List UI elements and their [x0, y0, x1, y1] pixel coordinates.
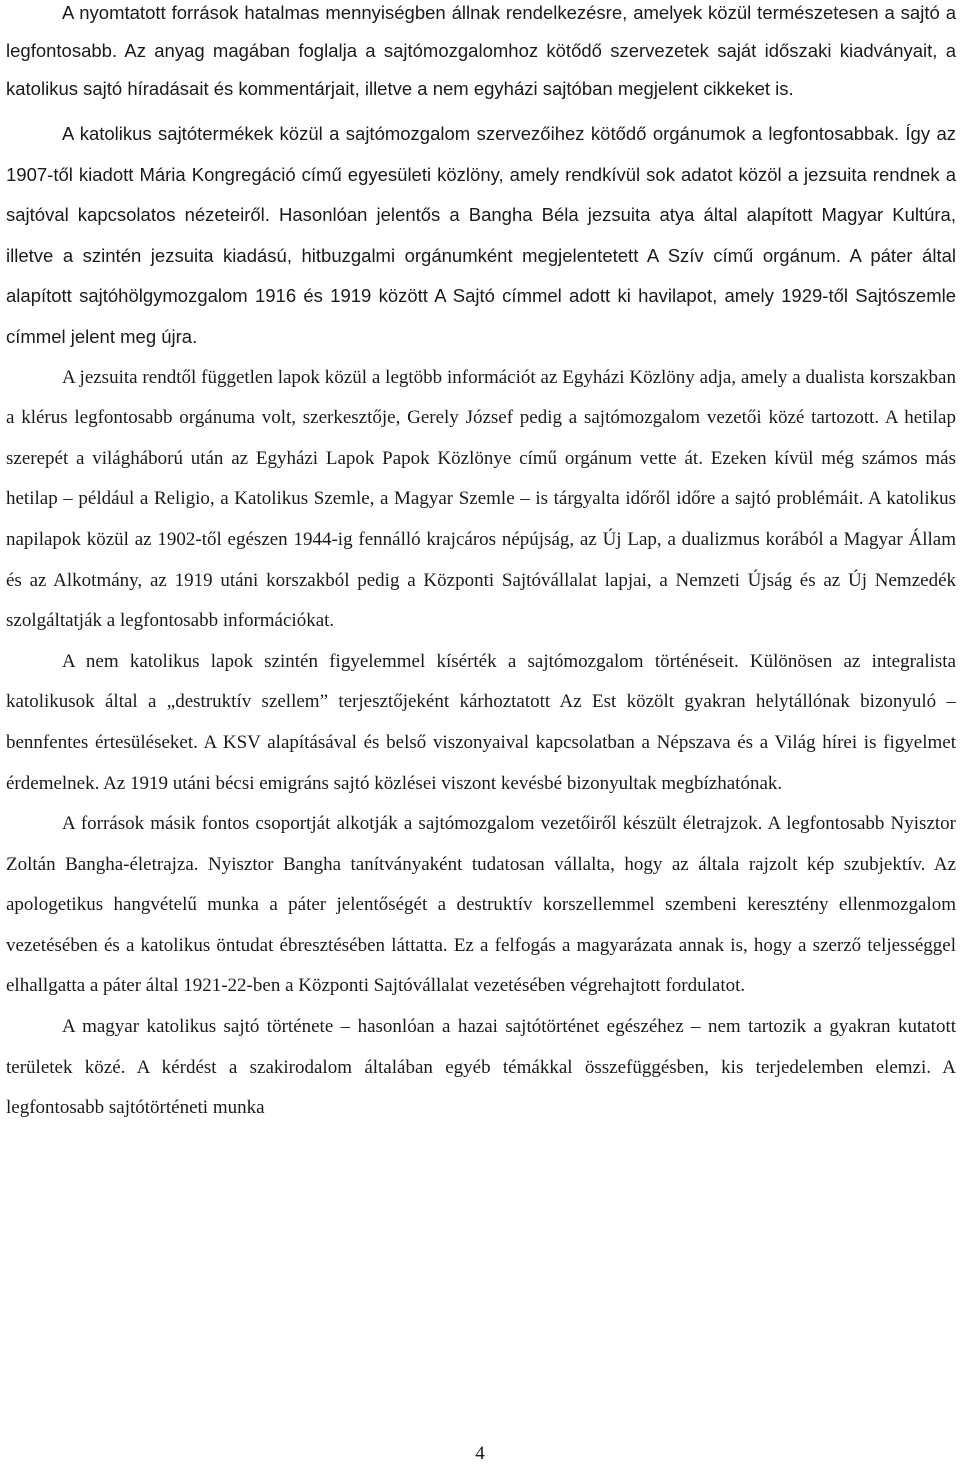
paragraph-3: A jezsuita rendtől független lapok közül a legtöbb információt az Egyházi Közlöny adja, amely a dualista korszakban a klérus legfontosabb orgánuma volt, szerkesztője, Gerely József pedig a sajtómozgalom vezetői közé tartozott. A hetilap szerepét a világháború után az Egyházi Lapok Papok Közlönye című orgánum vette át. Ezeken kívül még számos más hetilap – például a Religio, a Katolikus Szemle, a Magyar Szemle – is tárgyalta időről időre a sajtó problémáit. A katolikus napilapok közül az 1902-től egészen 1944-ig fennálló krajcáros népújság, az Új Lap, a dualizmus korából a Magyar Állam és az Alkotmány, az 1919 utáni korszakból pedig a Központi Sajtóvállalat lapjai, a Nemzeti Újság és az Új Nemzedék szolgáltatják a legfontosabb információkat.	[6, 366, 956, 632]
paragraph-1: A nyomtatott források hatalmas mennyiségben állnak rendelkezésre, amelyek közül természetesen a sajtó a legfontosabb. Az anyag magában foglalja a sajtómozgalomhoz kötődő szervezetek saját időszaki kiadványait, a katolikus sajtó híradásait és kommentárjait, illetve a nem egyházi sajtóban megjelent cikkeket is.	[6, 2, 956, 99]
document-page	[6, 0, 956, 1129]
paragraph-5: A források másik fontos csoportját alkotják a sajtómozgalom vezetőiről készült életrajzok. A legfontosabb Nyisztor Zoltán Bangha-életrajza. Nyisztor Bangha tanítványaként tudatosan vállalta, hogy az általa rajzolt kép szubjektív. Az apologetikus hangvételű munka a páter jelentőségét a destruktív korszellemmel szembeni keresztény ellenmozgalom vezetésében és a katolikus öntudat ébresztésében láttatta. Ez a felfogás a magyarázata annak is, hogy a szerző teljességgel elhallgatta a páter által 1921-22-ben a Központi Sajtóvállalat vezetésében végrehajtott fordulatot.	[6, 813, 956, 997]
page-number: 4	[475, 1443, 485, 1464]
paragraph-6: A magyar katolikus sajtó története – hasonlóan a hazai sajtótörténet egészéhez – nem tartozik a gyakran kutatott területek közé. A kérdést a szakirodalom általában egyéb témákkal összefüggésben, kis terjedelemben elemzi. A legfontosabb sajtótörténeti munka	[6, 1016, 956, 1119]
paragraph-2: A katolikus sajtótermékek közül a sajtómozgalom szervezőihez kötődő orgánumok a legfontosabbak. Így az 1907-től kiadott Mária Kongregáció című egyesületi közlöny, amely rendkívül sok adatot közöl a jezsuita rendnek a sajtóval kapcsolatos nézeteiről. Hasonlóan jelentős a Bangha Béla jezsuita atya által alapított Magyar Kultúra, illetve a szintén jezsuita kiadású, hitbuzgalmi orgánumként megjelentetett A Szív című orgánum. A páter által alapított sajtóhölgymozgalom 1916 és 1919 között A Sajtó címmel adott ki havilapot, amely 1929-től Sajtószemle címmel jelent meg újra.	[6, 123, 956, 347]
paragraph-4: A nem katolikus lapok szintén figyelemmel kísérték a sajtómozgalom történéseit. Különösen az integralista katolikusok által a „destruktív szellem” terjesztőjeként kárhoztatott Az Est közölt gyakran helytállónak bizonyuló – bennfentes értesüléseket. A KSV alapításával és belső viszonyaival kapcsolatban a Népszava és a Világ hírei is figyelmet érdemelnek. Az 1919 utáni bécsi emigráns sajtó közlései viszont kevésbé bizonyultak megbízhatónak.	[6, 650, 956, 794]
